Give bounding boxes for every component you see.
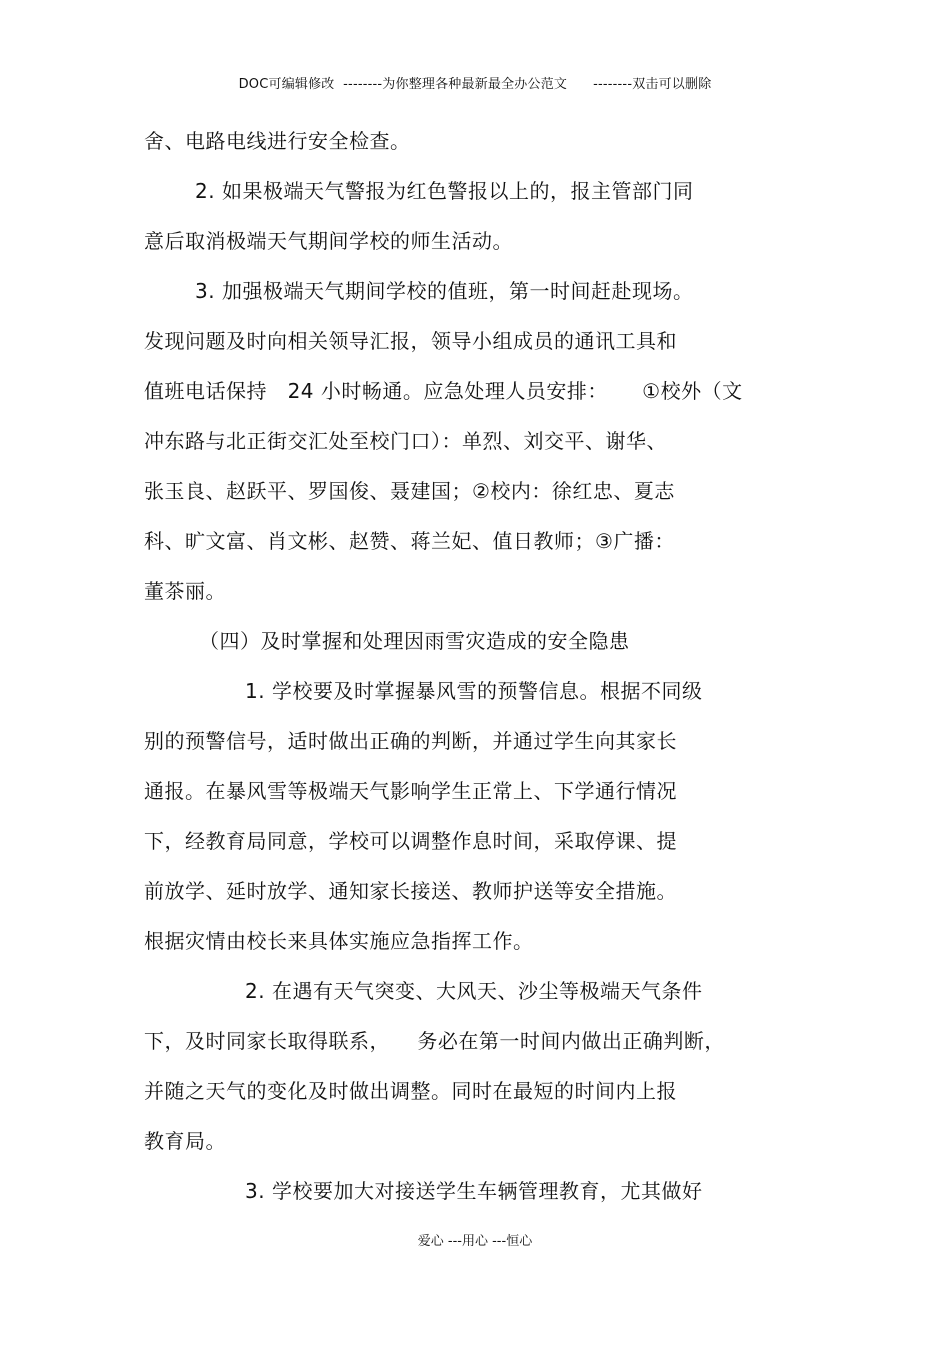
body-line: 1. 学校要及时掌握暴风雪的预警信息。根据不同级 [245, 679, 703, 703]
body-line: 舍、电路电线进行安全检查。 [144, 129, 411, 153]
body-line: 2. 在遇有天气突变、大风天、沙尘等极端天气条件 [245, 979, 703, 1003]
body-line: 下，经教育局同意，学校可以调整作息时间，采取停课、提 [144, 829, 677, 853]
body-line: 并随之天气的变化及时做出调整。同时在最短的时间内上报 [144, 1079, 677, 1103]
body-line: 3. 加强极端天气期间学校的值班，第一时间赶赴现场。 [195, 279, 694, 303]
body-line: 前放学、延时放学、通知家长接送、教师护送等安全措施。 [144, 879, 677, 903]
body-line: 通报。在暴风雪等极端天气影响学生正常上、下学通行情况 [144, 779, 677, 803]
section-heading: （四）及时掌握和处理因雨雪灾造成的安全隐患 [199, 629, 630, 653]
page-footer: 爱心 ---用心 ---恒心 [417, 1234, 533, 1249]
body-line: 下，及时同家长取得联系， 务必在第一时间内做出正确判断， [144, 1029, 725, 1053]
body-line: 别的预警信号，适时做出正确的判断，并通过学生向其家长 [144, 729, 677, 753]
body-line: 发现问题及时向相关领导汇报，领导小组成员的通讯工具和 [144, 329, 677, 353]
body-line: 教育局。 [144, 1129, 226, 1153]
body-line: 2. 如果极端天气警报为红色警报以上的，报主管部门同 [195, 179, 694, 203]
body-line: 冲东路与北正街交汇处至校门口）：单烈、刘交平、谢华、 [144, 429, 667, 453]
body-line: 意后取消极端天气期间学校的师生活动。 [144, 229, 513, 253]
page-header: DOC可编辑修改 --------为你整理各种最新最全办公范文 --------双击可以删除 [238, 77, 712, 92]
body-line: 根据灾情由校长来具体实施应急指挥工作。 [144, 929, 534, 953]
body-line: 张玉良、赵跃平、罗国俊、聂建国；②校内：徐红忠、夏志 [144, 479, 675, 503]
body-line: 3. 学校要加大对接送学生车辆管理教育，尤其做好 [245, 1179, 703, 1203]
body-line: 董茶丽。 [144, 579, 226, 603]
body-line: 值班电话保持 24 小时畅通。应急处理人员安排： ①校外（文 [144, 379, 743, 403]
body-line: 科、旷文富、肖文彬、赵赞、蒋兰妃、值日教师；③广播： [144, 529, 675, 553]
